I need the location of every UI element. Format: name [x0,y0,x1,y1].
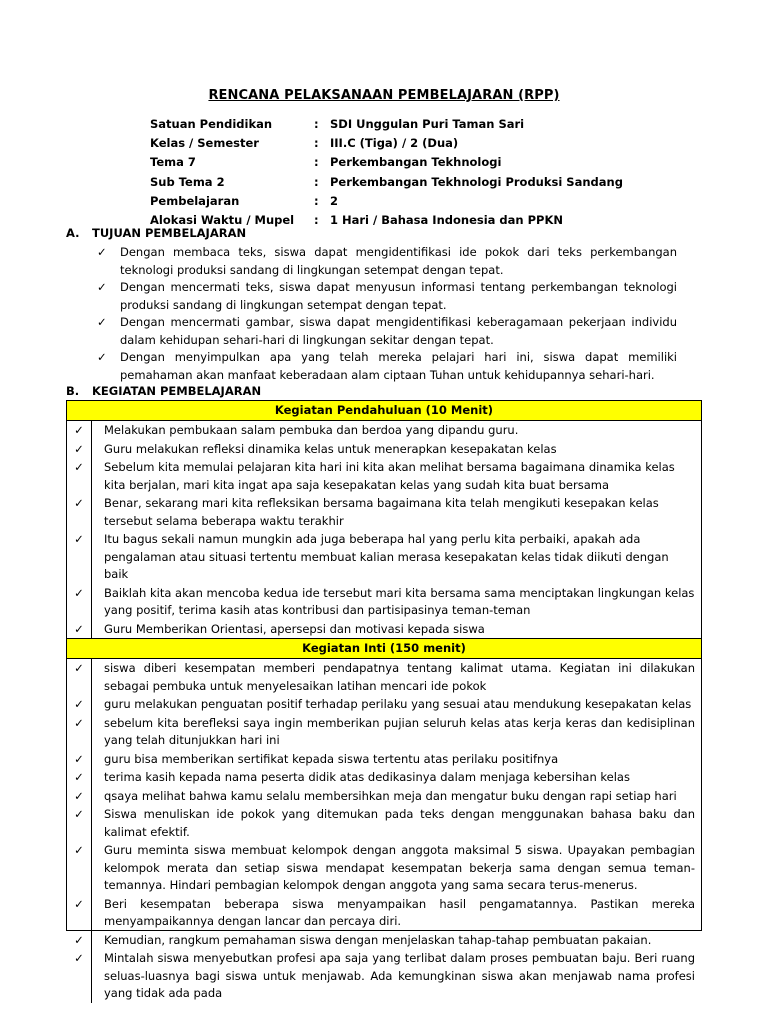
activity-text: siswa diberi kesempatan memberi pendapatnya tentang kalimat utama. Kegiatan ini dilakukan sebagai pembuka untuk menyelesaikan latihan mencari ide pokok [104,661,695,693]
section-a-title: TUJUAN PEMBELAJARAN [92,226,247,240]
activity-row [67,620,701,639]
activities-table [66,400,702,1000]
checkmark-icon: ✓ [67,750,92,769]
checkmark-icon: ✓ [67,714,92,750]
checkmark-icon: ✓ [67,421,92,440]
activity-text: Siswa menuliskan ide pokok yang ditemukan pada teks dengan menggunakan bahasa baku dan kalimat efektif. [104,807,695,839]
identity-row [150,115,623,134]
activity-row [67,695,701,714]
identity-row [150,134,623,153]
core-activity-list [67,659,701,1003]
activity-row [67,787,701,806]
goal-item [97,349,677,384]
activity-text: sebelum kita berefleksi saya ingin memberikan pujian seluruh kelas atas kerja keras dan kedisiplinan yang telah ditunjukkan hari ini [104,715,695,747]
activity-text: Guru melakukan refleksi dinamika kelas untuk menerapkan kesepakatan kelas [104,441,557,456]
activity-text: guru bisa memberikan sertifikat kepada siswa tertentu atas perilaku positifnya [104,751,559,766]
activity-text: guru melakukan penguatan positif terhadap perilaku yang sesuai atau mendukung kesepakatan kelas [104,697,692,711]
goal-text: Dengan membaca teks, siswa dapat mengidentifikasi ide pokok dari teks perkembangan teknologi produksi sandang di lingkungan setempat dengan tepat. [120,245,677,277]
checkmark-icon: ✓ [67,768,92,787]
activity-text: Sebelum kita memulai pelajaran kita hari ini kita akan melihat bersama bagaimana dinamika kelas kita berjalan, mari kita ingat apa saja kesepakatan kelas yang sudah kita buat bersama [104,460,675,492]
activity-text: Guru Memberikan Orientasi, apersepsi dan motivasi kepada siswa [104,621,485,636]
checkmark-icon: ✓ [67,620,92,639]
checkmark-icon: ✓ [67,695,92,714]
intro-activity-list [67,421,701,638]
identity-row [150,173,623,192]
activity-row [67,494,701,530]
identity-colon: : [314,155,319,170]
checkmark-icon: ✓ [67,787,92,806]
activity-row [67,750,701,769]
activity-text: Beri kesempatan beberapa siswa menyampaikan hasil pengamatannya. Pastikan mereka menyampaikannya dengan lancar dan percaya diri. [104,896,695,928]
document-title: RENCANA PELAKSANAAN PEMBELAJARAN (RPP) [208,88,560,103]
activity-text: Kemudian, rangkum pemahaman siswa dengan menjelaskan tahap-tahap pembuatan pakaian. [104,932,652,947]
activity-row [67,458,701,494]
activity-row [67,841,701,895]
activity-row [67,421,701,440]
section-b-letter: B. [66,384,80,398]
activity-row [67,949,701,1003]
activity-row [67,584,701,620]
identity-label: Alokasi Waktu / Mupel [150,212,295,227]
learning-goals-list [97,244,677,384]
section-b-title: KEGIATAN PEMBELAJARAN [92,384,262,398]
checkmark-icon: ✓ [67,659,92,695]
section-a-heading [66,226,246,240]
identity-colon: : [314,117,319,131]
checkmark-icon: ✓ [67,949,92,1003]
checkmark-icon: ✓ [67,805,92,841]
identity-value: Perkembangan Tekhnologi Produksi Sandang [330,174,623,189]
identity-label: Tema 7 [150,155,196,170]
identity-row [150,192,623,211]
activity-row [67,659,701,695]
identity-colon: : [314,174,319,189]
checkmark-icon: ✓ [67,584,92,620]
activity-text: Itu bagus sekali namun mungkin ada juga beberapa hal yang perlu kita perbaiki, apakah ada pengalaman atau situasi tertentu membuat kalian merasa kesepakatan kelas tidak diikuti dengan baik [104,532,669,581]
activity-row [67,805,701,841]
activity-row [67,440,701,459]
checkmark-icon: ✓ [67,440,92,459]
identity-colon: : [314,193,319,208]
identity-value: SDI Unggulan Puri Taman Sari [330,117,525,131]
identity-label: Kelas / Semester [150,136,259,151]
goal-text: Dengan mencermati teks, siswa dapat menyusun informasi tentang perkembangan teknologi produksi sandang di lingkungan setempat dengan tepat. [120,280,677,312]
goal-text: Dengan menyimpulkan apa yang telah mereka pelajari hari ini, siswa dapat memiliki pemahaman akan manfaat keberadaan alam ciptaan Tuhan untuk kehidupannya sehari-hari. [120,350,677,382]
activity-row [67,530,701,584]
goal-text: Dengan mencermati gambar, siswa dapat mengidentifikasi keberagamaan pekerjaan individu dalam kehidupan sehari-hari di lingkungan sekitar dengan tepat. [120,315,677,347]
identity-row [150,153,623,172]
goal-item [97,314,677,349]
checkmark-icon: ✓ [97,280,107,294]
section-a-letter: A. [66,226,80,240]
identity-value: 2 [330,193,339,208]
identity-block [150,115,623,230]
intro-activity-header: Kegiatan Pendahuluan (10 Menit) [67,401,701,421]
core-activity-header: Kegiatan Inti (150 menit) [67,638,701,659]
activity-text: Mintalah siswa menyebutkan profesi apa saja yang terlibat dalam proses pembuatan baju. Beri ruang seluas-luasnya bagi siswa untuk menjawab. Ada kemungkinan siswa akan menjawab nama profesi yang tidak ada pada [104,951,695,1000]
identity-value: Perkembangan Tekhnologi [330,155,502,170]
goal-item [97,279,677,314]
checkmark-icon: ✓ [67,841,92,895]
checkmark-icon: ✓ [67,458,92,494]
activity-text: Baiklah kita akan mencoba kedua ide tersebut mari kita bersama sama menciptakan lingkungan kelas yang positif, terima kasih atas kontribusi dan partisipasinya teman-teman [104,585,695,617]
goal-item [97,244,677,279]
checkmark-icon: ✓ [97,315,107,329]
activity-text: Guru meminta siswa membuat kelompok dengan anggota maksimal 5 siswa. Upayakan pembagian kelompok merata dan setiap siswa mendapat kesempatan bekerja sama dengan semua teman-temannya. Hindari pembagian kelompok dengan anggota yang sama secara terus-menerus. [104,843,695,892]
checkmark-icon: ✓ [97,350,107,364]
activity-text: qsaya melihat bahwa kamu selalu membersihkan meja dan mengatur buku dengan rapi setiap hari [104,788,677,803]
identity-colon: : [314,212,319,227]
activity-text: Benar, sekarang mari kita refleksikan bersama bagaimana kita telah mengikuti kesepakan kelas tersebut selama beberapa waktu terakhir [104,496,659,528]
checkmark-icon: ✓ [97,245,107,259]
identity-value: 1 Hari / Bahasa Indonesia dan PPKN [330,212,564,227]
activity-row [67,931,701,950]
identity-label: Sub Tema 2 [150,174,225,189]
activity-row [67,768,701,787]
activity-text: Melakukan pembukaan salam pembuka dan berdoa yang dipandu guru. [104,423,519,437]
identity-value: III.C (Tiga) / 2 (Dua) [330,136,459,151]
checkmark-icon: ✓ [67,494,92,530]
activity-row [67,714,701,750]
activity-text: terima kasih kepada nama peserta didik atas dedikasinya dalam menjaga kebersihan kelas [104,770,630,784]
checkmark-icon: ✓ [67,530,92,584]
checkmark-icon: ✓ [67,931,92,950]
activity-row [67,895,701,931]
checkmark-icon: ✓ [67,895,92,931]
identity-label: Pembelajaran [150,193,240,208]
identity-label: Satuan Pendidikan [150,117,273,131]
identity-colon: : [314,136,319,151]
section-b-heading [66,384,261,398]
